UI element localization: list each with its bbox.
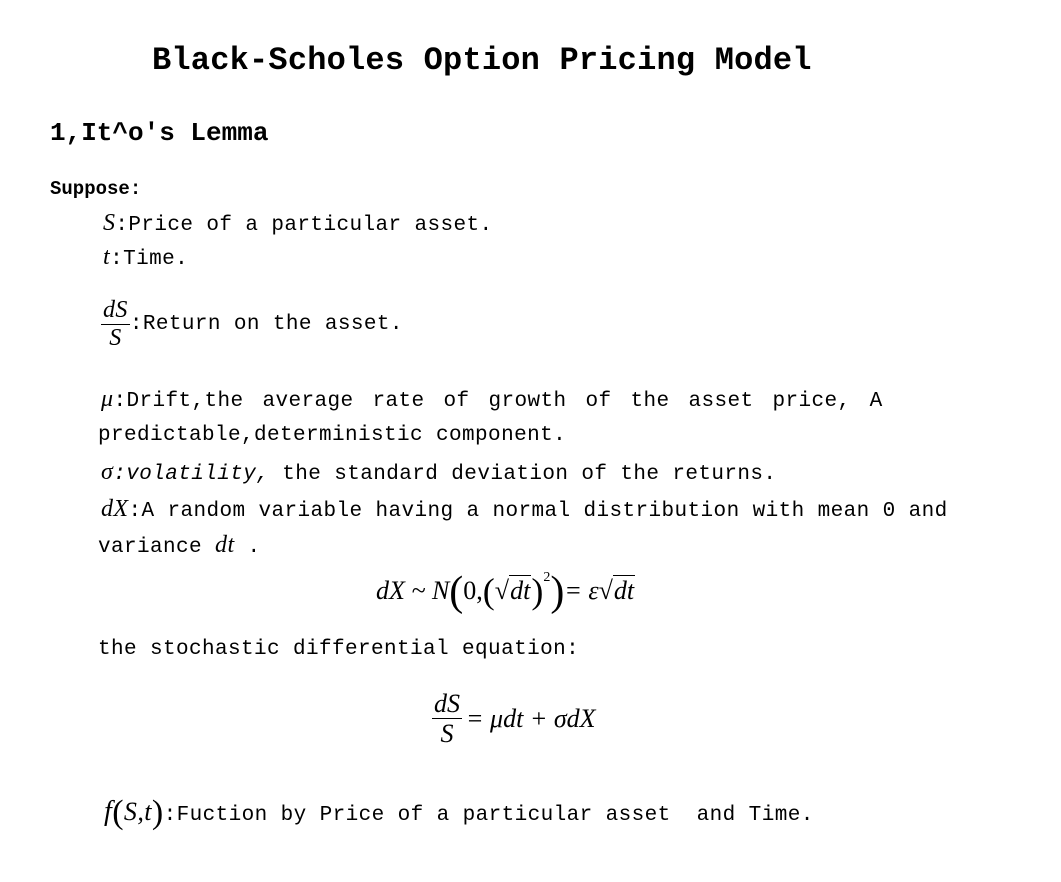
equation-dx-distribution bbox=[376, 568, 635, 618]
definition-sigma bbox=[101, 459, 776, 486]
symbol-t: t bbox=[103, 244, 111, 270]
suppose-label: Suppose: bbox=[50, 178, 142, 200]
function-definition bbox=[104, 794, 814, 832]
eq-inner-close-paren: ) bbox=[531, 571, 544, 611]
sqrt-sign-icon: √ bbox=[598, 576, 613, 605]
definition-t-text: :Time. bbox=[110, 248, 189, 271]
definition-dX-line1 bbox=[101, 496, 948, 523]
function-symbol: f bbox=[104, 796, 113, 827]
definition-return-text: :Return on the asset. bbox=[129, 313, 403, 337]
definition-dX-period: . bbox=[247, 536, 261, 559]
eq-zero: 0, bbox=[463, 576, 483, 605]
eq-sqrt-arg: dt bbox=[510, 576, 531, 605]
definition-S-text: :Price of a particular asset. bbox=[115, 214, 493, 237]
definition-sigma-text: the standard deviation of the returns. bbox=[269, 463, 777, 486]
sde-rhs: = μdt + σdX bbox=[466, 703, 596, 733]
sde-numerator: dS bbox=[434, 689, 460, 718]
fraction-denominator: S bbox=[109, 325, 122, 352]
symbol-mu: μ bbox=[101, 386, 114, 412]
definition-mu-line2: predictable,deterministic component. bbox=[98, 424, 567, 447]
symbol-dt: dt bbox=[215, 532, 235, 558]
eq-open-paren: ( bbox=[449, 569, 464, 615]
definition-dX-line2 bbox=[98, 532, 261, 559]
eq-exponent: 2 bbox=[543, 570, 551, 585]
definition-dX-variance-label: variance bbox=[98, 536, 203, 559]
symbol-sigma: σ bbox=[101, 459, 114, 485]
definition-sigma-italic: :volatility, bbox=[113, 463, 270, 486]
symbol-dX: dX bbox=[101, 496, 129, 522]
definition-S bbox=[103, 210, 492, 237]
definition-t bbox=[103, 244, 188, 271]
sde-intro: the stochastic differential equation: bbox=[98, 638, 580, 661]
fraction-numerator: dS bbox=[101, 298, 130, 325]
definition-mu-line1 bbox=[101, 386, 883, 413]
document-title: Black-Scholes Option Pricing Model bbox=[152, 42, 812, 79]
function-text: :Fuction by Price of a particular asset and Time. bbox=[163, 804, 814, 827]
equation-sde bbox=[432, 690, 596, 748]
definition-return bbox=[101, 298, 403, 351]
function-close-paren: ) bbox=[151, 794, 164, 831]
sde-denominator: S bbox=[440, 719, 454, 749]
eq-lhs: dX ~ N bbox=[376, 576, 450, 605]
definition-mu-text: :Drift,the average rate of growth of the asset price, A bbox=[113, 390, 883, 413]
eq-close-paren: ) bbox=[550, 569, 565, 615]
function-open-paren: ( bbox=[112, 794, 124, 831]
sde-fraction bbox=[432, 690, 462, 748]
function-args: S,t bbox=[123, 797, 152, 826]
sqrt-sign-icon: √ bbox=[494, 576, 510, 605]
symbol-S: S bbox=[103, 210, 116, 236]
definition-dX-text: :A random variable having a normal distribution with mean 0 and bbox=[128, 500, 948, 523]
section-heading: 1,It^o's Lemma bbox=[50, 118, 269, 148]
eq-rhs-prefix: = ε bbox=[564, 576, 599, 605]
eq-rhs-sqrt-arg: dt bbox=[613, 576, 635, 605]
fraction-dS-over-S bbox=[101, 298, 130, 351]
eq-inner-open-paren: ( bbox=[482, 571, 495, 611]
